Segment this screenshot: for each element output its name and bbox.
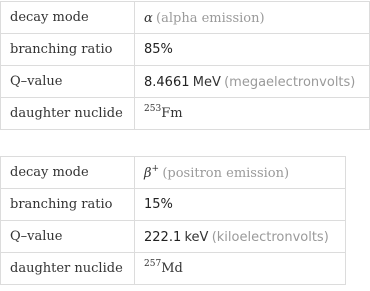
q-value-number: 222.1 — [144, 229, 182, 245]
branching-ratio-value: 85% — [135, 34, 370, 66]
table-row — [1, 2, 370, 34]
table-row — [1, 98, 370, 130]
mass-number: 257 — [144, 259, 162, 269]
daughter-nuclide-label: daughter nuclide — [1, 98, 135, 130]
q-value-unit-description: (kiloelectronvolts) — [211, 229, 329, 245]
decay-description: (alpha emission) — [156, 10, 265, 26]
decay-description: (positron emission) — [162, 165, 290, 181]
mass-number: 253 — [144, 104, 162, 114]
element-symbol: Md — [161, 261, 183, 276]
table-row — [1, 221, 346, 253]
alpha-decay-table — [0, 1, 370, 130]
q-value-unit: MeV — [192, 74, 221, 90]
table-row — [1, 253, 346, 285]
branching-ratio-label: branching ratio — [1, 34, 135, 66]
q-value-value — [135, 66, 370, 98]
q-value-label: Q–value — [1, 66, 135, 98]
daughter-nuclide-label: daughter nuclide — [1, 253, 135, 285]
decay-symbol-base: β — [144, 165, 152, 181]
table-row — [1, 34, 370, 66]
element-symbol: Fm — [161, 106, 183, 121]
daughter-nuclide-value — [135, 253, 346, 285]
positron-decay-table — [0, 156, 346, 285]
decay-symbol-charge: + — [151, 163, 160, 174]
branching-ratio-value: 15% — [135, 189, 346, 221]
q-value-number: 8.4661 — [144, 74, 190, 90]
branching-ratio-label: branching ratio — [1, 189, 135, 221]
q-value-value — [135, 221, 346, 253]
decay-mode-label: decay mode — [1, 157, 135, 189]
q-value-label: Q–value — [1, 221, 135, 253]
daughter-nuclide-value — [135, 98, 370, 130]
table-row — [1, 189, 346, 221]
table-row — [1, 66, 370, 98]
decay-mode-value — [135, 2, 370, 34]
table-row — [1, 157, 346, 189]
q-value-unit: keV — [184, 229, 209, 245]
decay-symbol — [144, 163, 160, 181]
decay-symbol: α — [144, 10, 153, 26]
decay-mode-value — [135, 157, 346, 189]
decay-mode-label: decay mode — [1, 2, 135, 34]
q-value-unit-description: (megaelectronvolts) — [224, 74, 356, 90]
